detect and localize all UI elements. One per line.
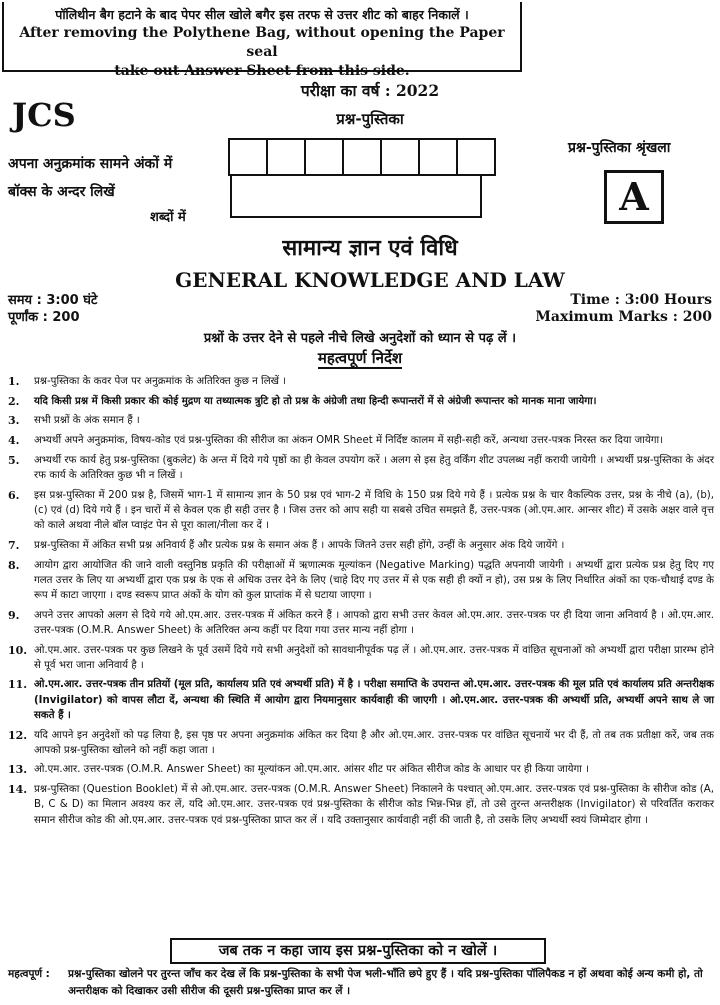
roll-label-line2: बॉक्स के अन्दर लिखें bbox=[8, 184, 115, 200]
time-english: Time : 3:00 Hours bbox=[570, 292, 712, 308]
instruction-number: 10. bbox=[8, 643, 28, 657]
instruction-number: 12. bbox=[8, 728, 28, 742]
final-note-text: प्रश्न-पुस्तिका खोलने पर तुरन्त जाँच कर देख लें कि प्रश्न-पुस्तिका के सभी पेज भली-भाँति छपे हुए हैं । यदि प्रश्न-पुस्तिका पॉलिपैकड न हों अथवा कोई अन्य कमी हो, तो अन्तरीक्षक को दिखाकर उसी सीरीज की दूसरी प्रश्न-पुस्तिका प्राप्त कर लें । bbox=[68, 968, 703, 997]
words-label: शब्दों में bbox=[150, 210, 186, 225]
instruction-text: प्रश्न-पुस्तिका में अंकित सभी प्रश्न अनिवार्य हैं और प्रत्येक प्रश्न के समान अंक हैं । आपके जितने उत्तर सही होंगे, उन्हीं के अनुसार अंक दिये जायेंगे । bbox=[34, 539, 565, 551]
roll-digit-box[interactable] bbox=[342, 138, 382, 176]
instruction-item bbox=[8, 677, 714, 723]
exam-year: परीक्षा का वर्ष : 2022 bbox=[300, 81, 440, 100]
notice-english-line2: take out Answer Sheet from this side. bbox=[114, 63, 410, 79]
instruction-text: ओ.एम.आर. उत्तर-पत्रक (O.M.R. Answer Sheet) का मूल्यांकन ओ.एम.आर. आंसर शीट पर अंकित सीरीज कोड के आधार पर ही किया जायेगा । bbox=[34, 764, 589, 776]
instruction-number: 3. bbox=[8, 414, 20, 428]
instruction-item bbox=[8, 488, 714, 534]
instruction-text: प्रश्न-पुस्तिका के कवर पेज पर अनुक्रमांक के अतिरिक्त कुछ न लिखें । bbox=[34, 376, 287, 387]
roll-digit-box[interactable] bbox=[228, 138, 268, 176]
roll-label-line1: अपना अनुक्रमांक सामने अंकों में bbox=[8, 156, 173, 172]
instruction-number: 11. bbox=[8, 678, 28, 692]
final-note-label: महत्वपूर्ण : bbox=[8, 968, 50, 980]
roll-digit-box[interactable] bbox=[456, 138, 496, 176]
roll-digit-box[interactable] bbox=[418, 138, 458, 176]
important-instructions-title bbox=[0, 348, 720, 368]
subject-title-english: GENERAL KNOWLEDGE AND LAW bbox=[175, 268, 565, 292]
notice-english-line1: After removing the Polythene Bag, without opening the Paper seal bbox=[19, 25, 505, 60]
roll-number-label bbox=[8, 150, 172, 206]
instruction-number: 5. bbox=[8, 453, 20, 467]
roll-digit-box[interactable] bbox=[380, 138, 420, 176]
instruction-text: ओ.एम.आर. उत्तर-पत्रक पर कुछ लिखने के पूर्व उसमें दिये गये सभी अनुदेशों को सावधानीपूर्वक पढ़ लें । ओ.एम.आर. उत्तर-पत्रक में वांछित सूचनाओं को अभ्यर्थी द्वारा परीक्षा प्रारम्भ होने से पूर्व भरा जाना अनिवार्य है । bbox=[34, 644, 714, 671]
instruction-item bbox=[8, 762, 714, 777]
instruction-text: यदि आपने इन अनुदेशों को पढ़ लिया है, इस पृष्ठ पर अपना अनुक्रमांक अंकित कर दिया है और ओ.एम.आर. उत्तर-पत्रक पर वांछित सूचनायें भर दी हैं, तो तब तक प्रतीक्षा करें, जब तक आपको प्रश्न-पुस्तिका खोलने को नहीं कहा जाता । bbox=[34, 729, 714, 756]
instruction-text: ओ.एम.आर. उत्तर-पत्रक तीन प्रतियों (मूल प्रति, कार्यालय प्रति एवं अभ्यर्थी प्रति) में है । परीक्षा समाप्ति के उपरान्त ओ.एम.आर. उत्तर-पत्रक की मूल प्रति एवं कार्यालय प्रति अन्तरीक्षक (Invigilator) को वापस लौटा दें, अन्यथा की स्थिति में आयोग द्वारा नियमानुसार कार्यवाही की जाएगी । ओ.एम.आर. उत्तर-पत्रक की अभ्यर्थी प्रति, अभ्यर्थी अपने साथ ले जा सकते हैं । bbox=[34, 679, 714, 721]
roll-number-boxes[interactable] bbox=[230, 138, 496, 176]
instruction-text: इस प्रश्न-पुस्तिका में 200 प्रश्न है, जिसमें भाग-1 में सामान्य ज्ञान के 50 प्रश्न एवं भाग-2 में विधि के 150 प्रश्न दिये गये हैं । प्रत्येक प्रश्न के चार वैकल्पिक उत्तर, प्रश्न के नीचे (a), (b), (c) एवं (d) दिये गये हैं । इन चारों में से केवल एक ही सही उत्तर है । जिस उत्तर को आप सही या सबसे उचित समझते हैं, उत्तर-पत्रक (ओ.एम.आर. आन्सर शीट) में उसके अक्षर वाले वृत्त को काले अथवा नीले बॉल प्वाइंट पेन से पूरा काला/नीला कर दें । bbox=[34, 489, 714, 532]
instruction-item bbox=[8, 413, 714, 428]
instruction-number: 13. bbox=[8, 763, 28, 777]
roll-digit-box[interactable] bbox=[266, 138, 306, 176]
instruction-item bbox=[8, 538, 714, 553]
instruction-number: 4. bbox=[8, 434, 20, 448]
series-letter-box: A bbox=[604, 170, 664, 224]
instruction-number: 8. bbox=[8, 558, 20, 572]
instruction-item bbox=[8, 374, 714, 389]
instruction-item bbox=[8, 453, 714, 483]
instruction-number: 2. bbox=[8, 394, 20, 408]
booklet-heading: प्रश्न-पुस्तिका bbox=[336, 110, 404, 128]
instruction-text: सभी प्रश्नों के अंक समान हैं । bbox=[34, 415, 140, 427]
instruction-number: 1. bbox=[8, 375, 20, 388]
instruction-text: आयोग द्वारा आयोजित की जाने वाली वस्तुनिष्ठ प्रकृति की परीक्षाओं में ऋणात्मक मूल्यांकन (Negative Marking) पद्धति अपनायी जायेगी । अभ्यर्थी द्वारा प्रत्येक प्रश्न हेतु दिए गए गलत उत्तर के लिए या अभ्यर्थी द्वारा एक प्रश्न के एक से अधिक उत्तर देने के लिए (चाहे दिए गए उत्तर में से एक सही ही क्यों न हो), उस प्रश्न के लिए निर्धारित अंकों का एक-चौथाई दण्ड के रूप में काटा जाएगा । दण्ड स्वरूप प्राप्त अंकों के योग को कुल प्राप्तांक में से घटाया जाएगा । bbox=[34, 559, 714, 601]
instruction-item bbox=[8, 433, 714, 448]
instruction-item bbox=[8, 643, 714, 673]
instruction-number: 7. bbox=[8, 538, 20, 552]
pre-instruction: प्रश्नों के उत्तर देने से पहले नीचे लिखे अनुदेशों को ध्यान से पढ़ लें । bbox=[203, 331, 517, 346]
notice-hindi: पॉलिथीन बैग हटाने के बाद पेपर सील खोले बगैर इस तरफ से उत्तर शीट को बाहर निकालें । bbox=[55, 7, 469, 22]
instruction-item bbox=[8, 558, 714, 604]
marks-english: Maximum Marks : 200 bbox=[535, 309, 712, 325]
time-marks-hindi bbox=[8, 292, 97, 326]
instruction-number: 14. bbox=[8, 783, 28, 797]
series-label: प्रश्न-पुस्तिका श्रृंखला bbox=[568, 140, 671, 156]
instruction-number: 6. bbox=[8, 488, 20, 502]
time-marks-english bbox=[535, 292, 712, 326]
instruction-item bbox=[8, 782, 714, 828]
instruction-text: यदि किसी प्रश्न में किसी प्रकार की कोई मुद्रण या तथ्यात्मक त्रुटि हो तो प्रश्न के अंग्रेजी तथा हिन्दी रूपान्तरों में से अंग्रेजी रूपान्तर को मानक माना जायेगा। bbox=[34, 395, 597, 407]
do-not-open-box: जब तक न कहा जाय इस प्रश्न-पुस्तिका को न खोलें । bbox=[170, 938, 546, 964]
instruction-item bbox=[8, 728, 714, 758]
roll-digit-box[interactable] bbox=[304, 138, 344, 176]
final-note bbox=[8, 966, 714, 1000]
instruction-text: अभ्यर्थी रफ कार्य हेतु प्रश्न-पुस्तिका (बुकलेट) के अन्त में दिये गये पृष्ठों का ही केवल उपयोग करें । अलग से इस हेतु वर्किंग शीट उपलब्ध नहीं करायी जायेगी । अभ्यर्थी प्रश्न-पुस्तिका के अंदर रफ कार्य के अतिरिक्त कुछ भी न लिखें । bbox=[34, 454, 714, 482]
top-notice-box bbox=[2, 2, 522, 79]
instructions-list bbox=[8, 374, 714, 832]
instruction-item bbox=[8, 608, 714, 638]
instruction-item bbox=[8, 394, 714, 409]
instruction-text: अपने उत्तर आपको अलग से दिये गये ओ.एम.आर. उत्तर-पत्रक में अंकित करने हैं । आपको द्वारा सभी उत्तर केवल ओ.एम.आर. उत्तर-पत्रक पर ही दिया जाना अनिवार्य है । ओ.एम.आर. उत्तर-पत्रक (O.M.R. Answer Sheet) के अतिरिक्त अन्य कहीं पर दिया गया उत्तर मान्य नहीं होगा । bbox=[34, 609, 714, 636]
subject-title-hindi: सामान्य ज्ञान एवं विधि bbox=[282, 236, 458, 261]
instruction-number: 9. bbox=[8, 608, 20, 622]
marks-hindi: पूर्णांक : 200 bbox=[8, 310, 80, 325]
roll-in-words-field[interactable] bbox=[230, 176, 482, 218]
instruction-text: प्रश्न-पुस्तिका (Question Booklet) में से ओ.एम.आर. उत्तर-पत्रक (O.M.R. Answer Sheet) निकालने के पश्चात् ओ.एम.आर. उत्तर-पत्रक एवं प्रश्न-पुस्तिका के सीरीज कोड (A, B, C & D) का मिलान अवश्य कर लें, यदि ओ.एम.आर. उत्तर-पत्रक एवं प्रश्न-पुस्तिका के सीरीज कोड भिन्न-भिन्न हों, तो उसे तुरन्त अन्तरीक्षक (Invigilator) से परिवर्तित कराकर समान सीरीज कोड की ओ.एम.आर. उत्तर-पत्रक एवं प्रश्न-पुस्तिका प्राप्त कर लें । यदि उक्तानुसार कार्यवाही नहीं की जाती है, तो उसके लिए अभ्यर्थी स्वयं जिम्मेदार होगा । bbox=[34, 784, 714, 826]
time-hindi: समय : 3:00 घंटे bbox=[8, 293, 98, 308]
important-title-text: महत्वपूर्ण निर्देश bbox=[317, 349, 403, 367]
exam-code: JCS bbox=[12, 96, 76, 134]
instruction-text: अभ्यर्थी अपने अनुक्रमांक, विषय-कोड एवं प्रश्न-पुस्तिका की सीरीज का अंकन OMR Sheet में निर्दिष्ट कालम में सही-सही करें, अन्यथा उत्तर-पत्रक निरस्त कर दिया जायेगा। bbox=[34, 435, 663, 447]
